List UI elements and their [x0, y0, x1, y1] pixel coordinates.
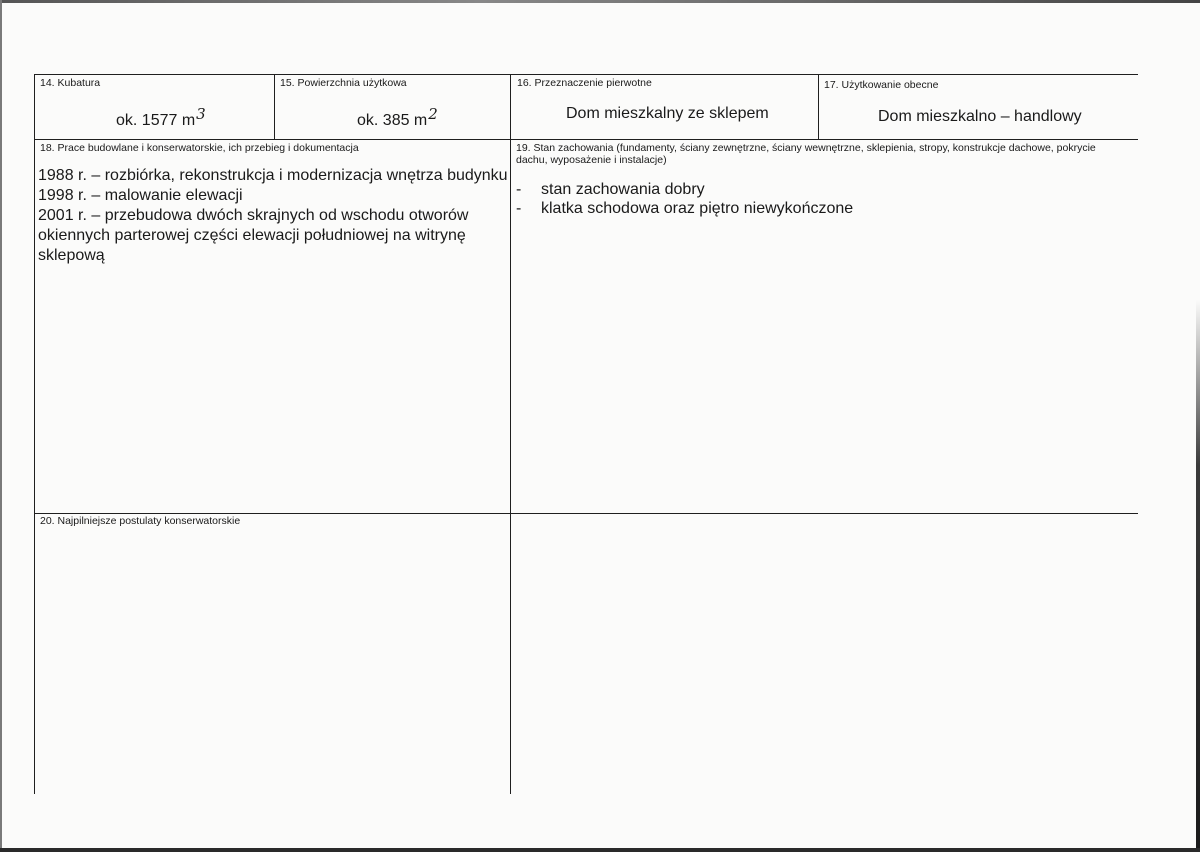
prace-notes — [38, 166, 508, 266]
powierzchnia-label: 15. Powierzchnia użytkowa — [280, 77, 407, 89]
prace-line: 1988 r. – rozbiórka, rekonstrukcja i modernizacja wnętrza budynku — [38, 167, 508, 184]
uzytkowanie-value: Dom mieszkalno – handlowy — [878, 108, 1082, 125]
powierzchnia-unit-handwritten: 2 — [428, 105, 438, 123]
przeznaczenie-value: Dom mieszkalny ze sklepem — [566, 105, 769, 122]
kubatura-label: 14. Kubatura — [40, 77, 101, 89]
kubatura-value — [116, 104, 206, 131]
divider-14-15 — [274, 74, 275, 139]
table-top-border — [34, 74, 1138, 75]
divider-16-17 — [818, 74, 819, 139]
kubatura-unit-handwritten: 3 — [196, 105, 206, 123]
przeznaczenie-label: 16. Przeznaczenie pierwotne — [517, 77, 652, 89]
stan-label: 19. Stan zachowania (fundamenty, ściany zewnętrzne, ściany wewnętrzne, sklepienia, stropy, konstrukcje dachowe, pokrycie dachu, wyposażenie i instalacje) — [516, 142, 1096, 166]
uzytkowanie-label: 17. Użytkowanie obecne — [824, 79, 939, 91]
prace-label: 18. Prace budowlane i konserwatorskie, ich przebieg i dokumentacja — [40, 142, 359, 154]
scan-edge-bottom — [0, 848, 1200, 852]
powierzchnia-value — [357, 104, 438, 131]
table-left-border — [34, 74, 35, 794]
row1-bottom-border — [34, 139, 1138, 140]
prace-line: 2001 r. – przebudowa dwóch skrajnych od wschodu otworów okiennych parterowej części elewacji południowej na witrynę sklepową — [38, 207, 469, 264]
powierzchnia-value-text: ok. 385 m — [357, 112, 428, 129]
list-item — [516, 199, 853, 218]
kubatura-value-text: ok. 1577 m — [116, 112, 196, 129]
scan-edge-left — [0, 0, 2, 852]
scan-edge-right — [1196, 300, 1200, 852]
scan-edge-top — [0, 0, 1200, 3]
stan-list — [516, 180, 853, 218]
list-item — [516, 180, 853, 199]
postulaty-label: 20. Najpilniejsze postulaty konserwatorskie — [40, 515, 241, 527]
list-item-text: stan zachowania dobry — [541, 181, 705, 198]
list-item-text: klatka schodowa oraz piętro niewykończone — [541, 200, 854, 217]
list-dash: - — [516, 181, 522, 198]
list-dash: - — [516, 200, 522, 217]
row2-bottom-border — [34, 513, 1138, 514]
divider-center — [510, 74, 511, 794]
prace-line: 1998 r. – malowanie elewacji — [38, 187, 243, 204]
